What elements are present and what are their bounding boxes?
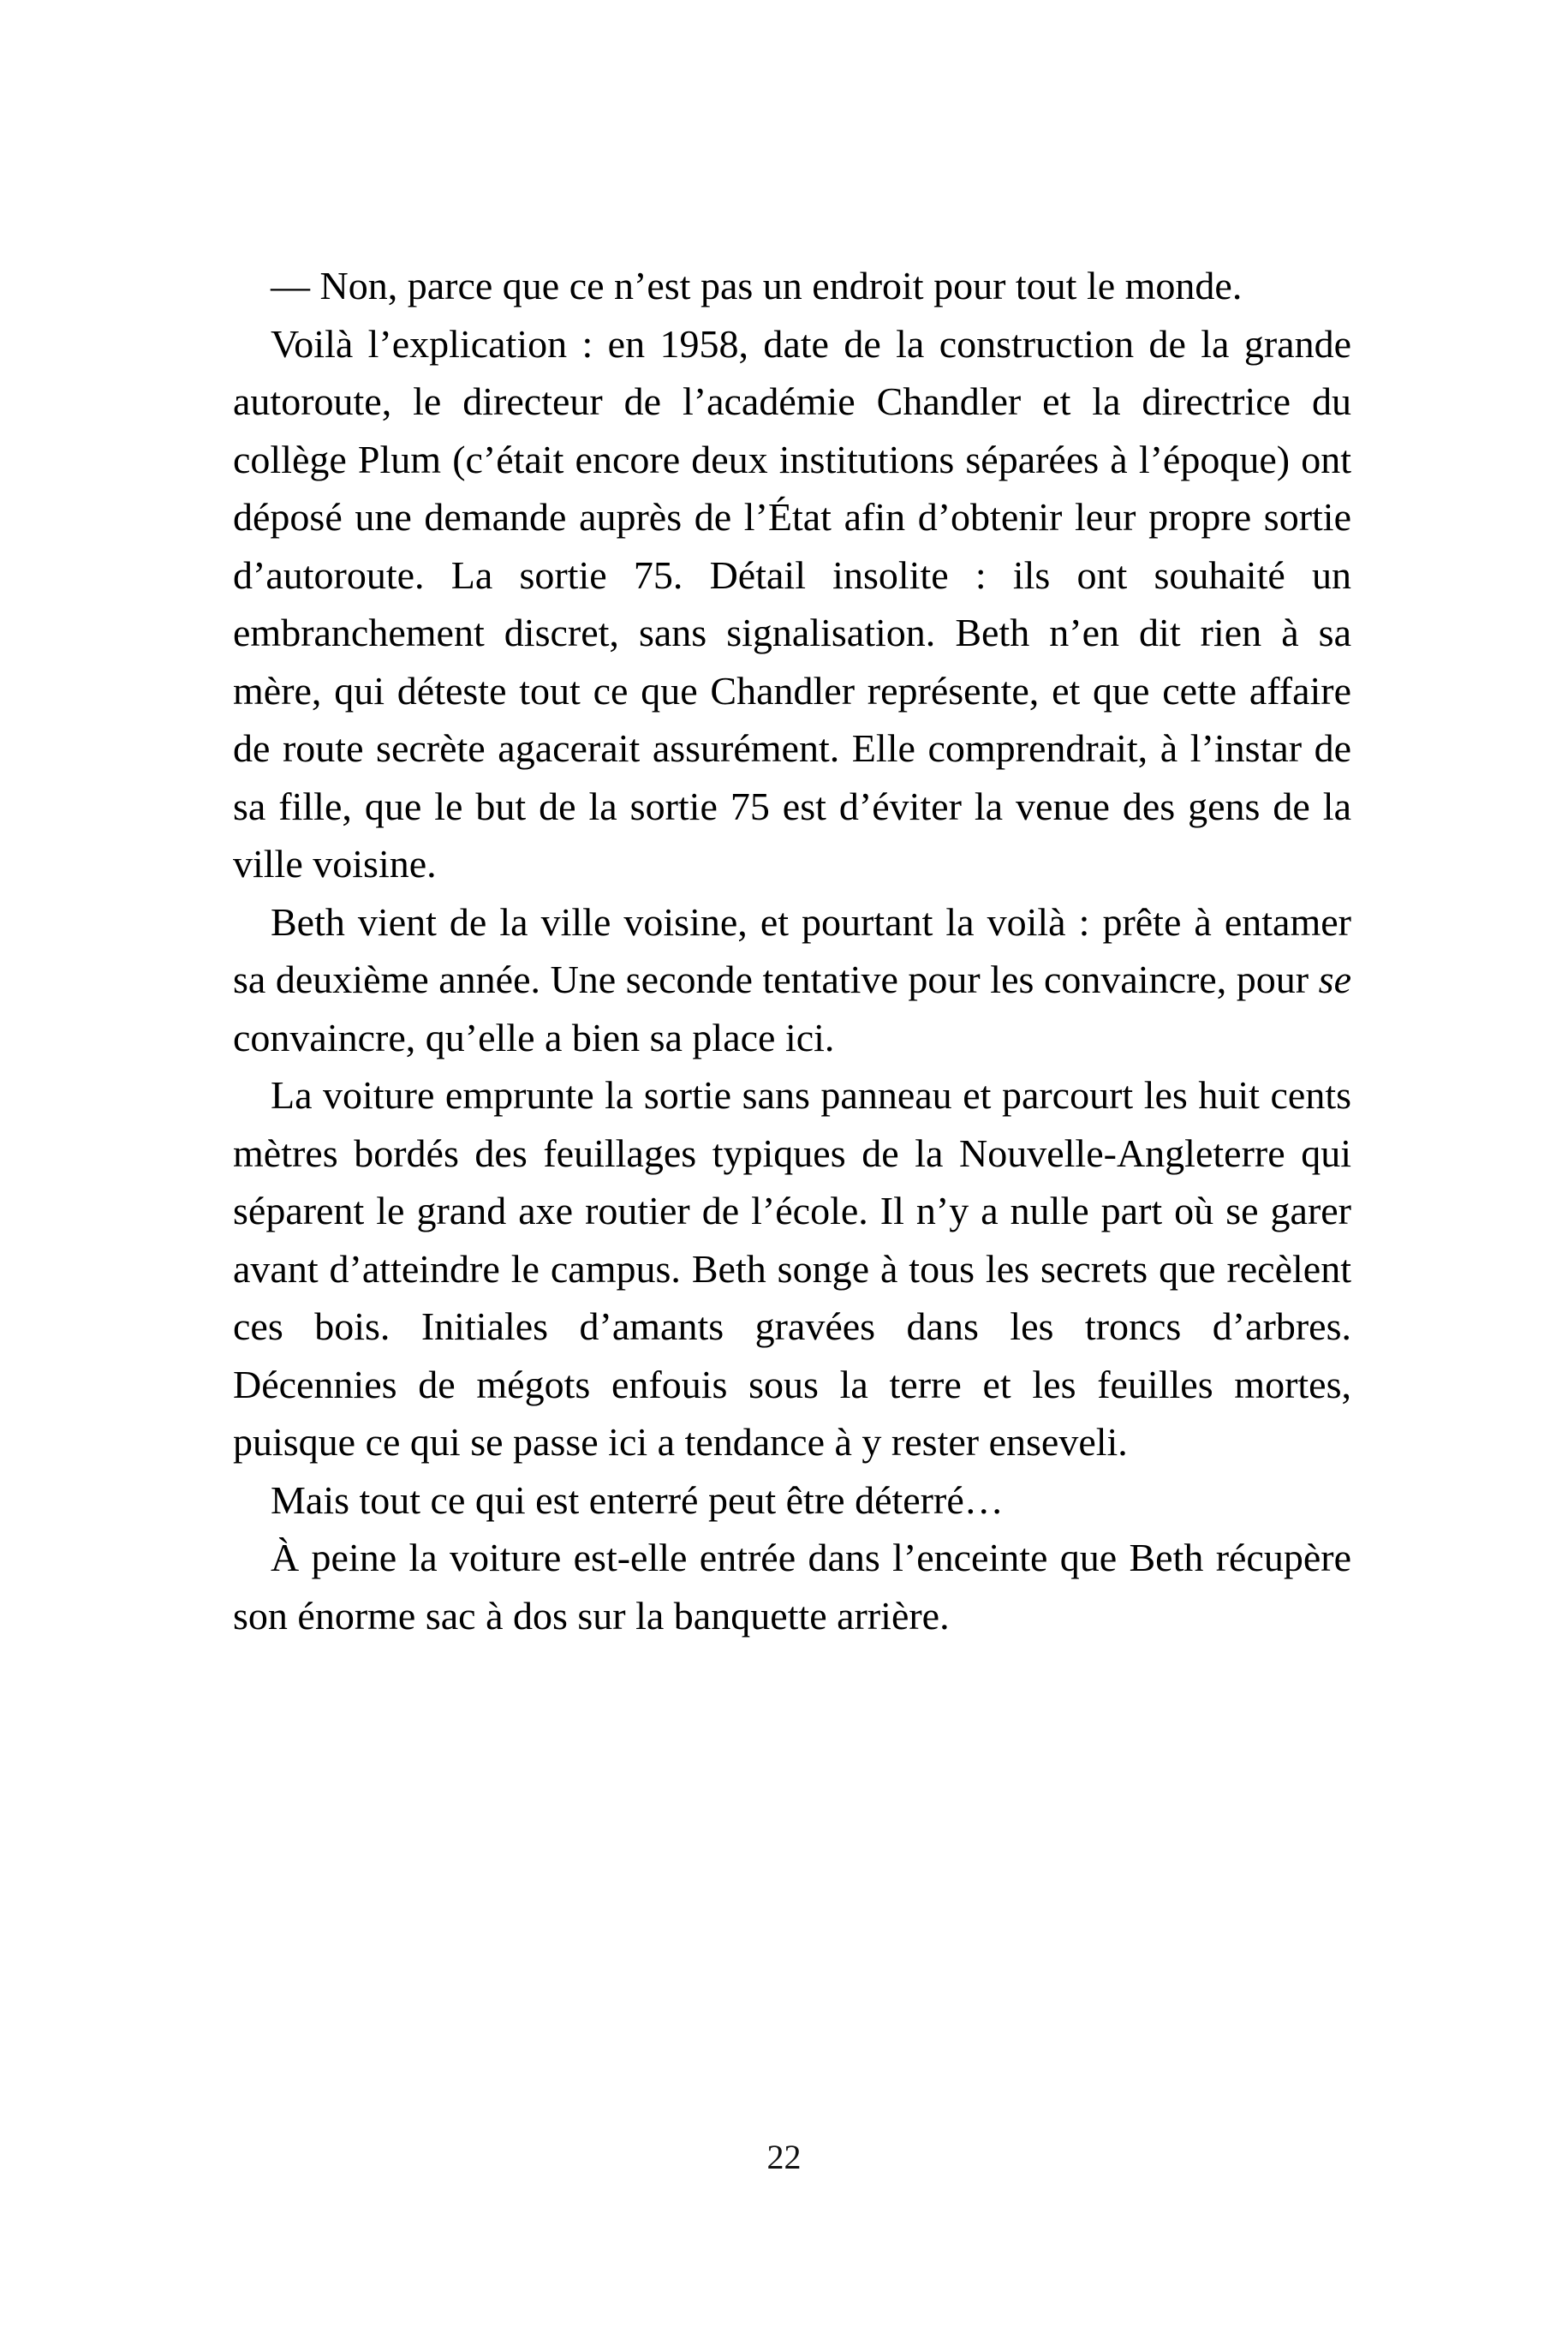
- paragraph-a-peine: À peine la voiture est-elle entrée dans l’enceinte que Beth récupère son énorme sac à dos sur la banquette arrière.: [233, 1536, 1351, 1638]
- paragraph-voiture: La voiture emprunte la sortie sans panneau et parcourt les huit cents mètres bordés des feuillages typiques de la Nouvelle-Angleterre qui séparent le grand axe routier de l’école. Il n’y a nulle part où se garer avant d’atteindre le campus. Beth songe à tous les secrets que recèlent ces bois. Initiales d’amants gravées dans les troncs d’arbres. Décennies de mégots enfouis sous la terre et les feuilles mortes, puisque ce qui se passe ici a tendance à y rester enseveli.: [233, 1073, 1351, 1464]
- paragraph-beth-ville-tail: convaincre, qu’elle a bien sa place ici.: [233, 1015, 835, 1059]
- paragraph-explication: Voilà l’explication : en 1958, date de la construction de la grande autoroute, le directeur de l’académie Chandler et la directrice du collège Plum (c’était encore deux institutions séparées à l’époque) ont déposé une demande auprès de l’État afin d’obtenir leur propre sortie d’autoroute. La sortie 75. Détail insolite : ils ont souhaité un embranchement discret, sans signalisation. Beth n’en dit rien à sa mère, qui déteste tout ce que Chandler représente, et que cette affaire de route secrète agacerait assurément. Elle comprendrait, à l’instar de sa fille, que le but de la sortie 75 est d’éviter la venue des gens de la ville voisine.: [233, 321, 1351, 886]
- paragraph-beth-ville-lead: Beth vient de la ville voisine, et pourtant la voilà : prête à entamer sa deuxième année. Une seconde tentative pour les convaincre, pour: [233, 899, 1351, 1001]
- paragraph-enterre: Mais tout ce qui est enterré peut être déterré…: [271, 1477, 1004, 1522]
- page-text-block: [233, 257, 1351, 1644]
- emphasis-se: se: [1318, 958, 1351, 1001]
- page-number: 22: [766, 2138, 802, 2176]
- paragraph-dialogue: — Non, parce que ce n’est pas un endroit pour tout le monde.: [271, 264, 1243, 307]
- paragraph-beth-ville: [233, 893, 1351, 1067]
